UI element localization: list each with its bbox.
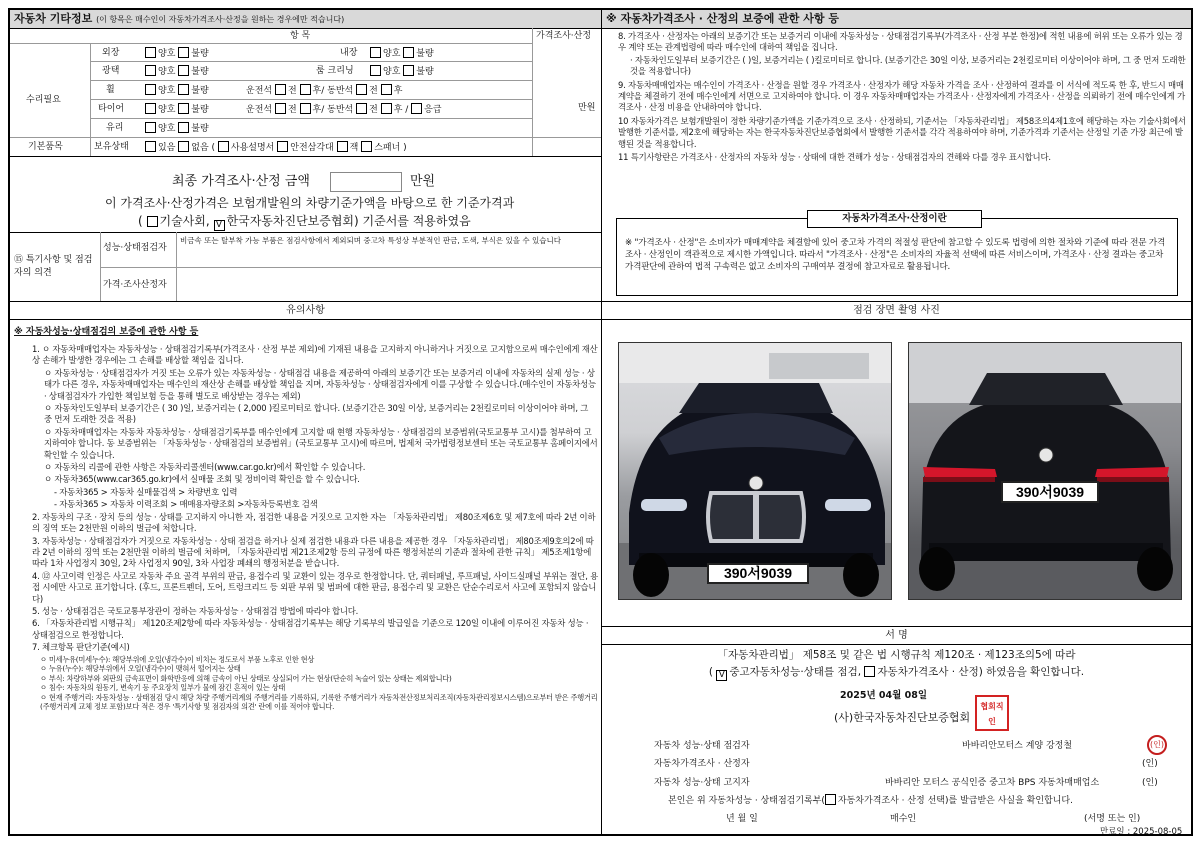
good-label: 양호 xyxy=(383,67,401,77)
criteria-item: ㅇ 누유(누수): 해당부위에서 오일(냉각수)이 맺혀서 떨어지는 상태 xyxy=(40,664,241,674)
price-definition-box xyxy=(616,218,1178,296)
price-unit: 만원 xyxy=(578,103,596,113)
performance-check-label: 중고자동차성능·상태를 점검, xyxy=(729,666,862,678)
criteria-item: ㅇ 현재 주행거리: 자동차성능 · 상태점검 당시 해당 차량 주행거리계의 주행거리를 기록하되, 기록한 주행거리가 자동차전산정보처리조직(자동차관리정보시스템)으로부터 받은 주행거리(주행거리계 교체 정보 포함)보다 적은 경우 '특기사항 및 점검자의 의견' 란에 이를 적어야 합니다. xyxy=(40,692,598,712)
have-label: 있음 xyxy=(158,143,176,153)
checkbox[interactable] xyxy=(403,65,414,76)
precaution-item: 6. 「자동차관리법 시행규칙」 제120조제2항에 따라 자동차성능 · 상태점검기록부는 해당 기록부의 발급일을 기준으로 120일 이내에 이루어진 자동차 성능 · 상태점검으로 한정합니다. xyxy=(32,618,589,640)
bad-label: 불량 xyxy=(416,67,434,77)
checkbox[interactable] xyxy=(361,141,372,152)
bmw-front-image xyxy=(619,343,892,600)
checkbox[interactable] xyxy=(337,141,348,152)
association-name: (사)한국자동차진단보증협회 xyxy=(834,711,971,724)
grid-line xyxy=(10,28,602,29)
rear-label: 후 / xyxy=(393,105,409,115)
criteria-item: ㅇ 침수: 자동차의 원동기, 변속기 등 주요장치 일부가 물에 잠긴 흔적이 있는 상태 xyxy=(40,683,286,693)
guarantee-item-9: 9. 자동차매매업자는 매수인이 가격조사 · 산정을 원할 경우 가격조사 · 산정자가 해당 자동차 가격을 조사 · 산정하여 결과를 이 서식에 적도록 한 후, 반드시 매매계약을 체결하기 전에 매수인에게 서면으로 고지하여야 합니다. 이 경우 자동차매매업자는 가격조사 · 산정자에게 가격조사 · 산정을 의뢰하기 전에 매수인에게 가격조사 · 산정 비용을 안내하여야 합니다. xyxy=(618,79,1186,113)
final-price-unit: 만원 xyxy=(410,174,436,189)
precaution-item: ㅇ 자동차매매업자는 자동차 자동차성능 · 상태점검기록부를 매수인에게 고지할 때 현행 자동차성능 · 상태점검의 보증범위(국토교통부 고시)를 첨부하여 고지하여야 합니다. 동 보증범위는 「자동차성능 · 상태점검의 보증범위」(국토교통부 고시)에 따르며, 법제처 국가법령정보센터 또는 국토교통부 홈페이지에서 확인할 수 있습니다. xyxy=(44,426,598,460)
inspector-name: 바바리안모터스 계양 강정철 xyxy=(962,741,1073,751)
buyer-sign-blank[interactable]: (서명 또는 인) xyxy=(1084,814,1141,824)
buyer-date-blank: 년 월 일 xyxy=(726,814,758,824)
vehicle-other-info-header xyxy=(10,10,601,29)
grid-line xyxy=(100,232,101,302)
checkbox[interactable] xyxy=(178,47,189,58)
precaution-item: ㅇ 자동차365(www.car365.go.kr)에서 실매물 조회 및 정비이력 확인을 할 수 있습니다. xyxy=(44,474,360,485)
bad-label: 불량 xyxy=(191,67,209,77)
inspector-seal: (인) xyxy=(1147,735,1167,755)
precaution-item: 2. 자동차의 구조 · 장치 등의 성능 · 상태를 고지하지 아니한 자, 점검한 내용을 거짓으로 고지한 자는 「자동차관리법」 제80조제6호 및 제7호에 따라 2년 이하의 징역 또는 2천만원 이하의 벌금에 처합니다. xyxy=(32,511,596,534)
precaution-item: 4. ⑫ 사고이력 인정은 사고로 자동차 주요 골격 부위의 판금, 용접수리 및 교환이 있는 경우로 한정합니다. 단, 쿼터패널, 루프패널, 사이드실패널 부위는 절단, 용접 시에만 사고로 표기합니다. (후드, 프론트펜더, 도어, 트렁크리드 등 외판 부위 및 범퍼에 대한 판금, 용접수리 및 교환은 단순수리로서 사고에 포함되지 않습니다) xyxy=(32,570,599,604)
buyer-label: 매수인 xyxy=(890,814,917,824)
photos-section xyxy=(602,302,1191,627)
section-note: (이 항목은 매수인이 자동차가격조사·산정을 원하는 경우에만 적습니다) xyxy=(96,15,345,24)
checkbox[interactable] xyxy=(864,666,875,677)
checkbox[interactable] xyxy=(147,216,158,227)
checkbox[interactable] xyxy=(145,141,156,152)
good-label: 양호 xyxy=(158,124,176,134)
basic-items-label: 기본품목 xyxy=(28,142,63,152)
rear-plate: 390서9039 xyxy=(1001,481,1099,503)
checkbox[interactable] xyxy=(825,794,836,805)
passenger-seat-label: / 동반석 xyxy=(321,86,354,96)
grid-line xyxy=(90,61,532,62)
glass-label: 유리 xyxy=(106,123,124,133)
photos-header: 점검 장면 촬영 사진 xyxy=(602,302,1191,320)
appraiser-role: 자동차가격조사 · 산정자 xyxy=(654,759,750,769)
front-label: 전 xyxy=(369,105,378,115)
precaution-item: - 자동차365 > 자동차 실매물검색 > 차량번호 입력 xyxy=(54,486,238,497)
precaution-item: 3. 자동차성능 · 상태점검자가 거짓으로 자동차성능 · 상태 점검을 하거나 실제 점검한 내용과 다른 내용을 제공한 경우 「자동차관리법」 제80조제9호의2에 따라 2년 이하의 징역 또는 2천만원 이하의 벌금에 처하며, 「자동차관리법 제21조제2항 등의 규정에 따른 행정처분의 기준과 절차에 관한 규칙」 제5조제1항에 따라 1차 사업정지 30일, 2차 사업정지 90일, 3차 사업장 폐쇄의 행정처분을 받습니다. xyxy=(32,535,594,569)
driver-seat-label: 운전석 xyxy=(246,86,273,96)
inspector-note: 비금속 또는 탈부착 가능 부품은 점검사항에서 제외되며 중고차 특성상 부분적인 판금, 도색, 부식은 있을 수 있습니다 xyxy=(180,236,562,245)
checkbox[interactable] xyxy=(300,84,311,95)
final-price-input[interactable] xyxy=(330,172,402,192)
checkbox[interactable] xyxy=(145,122,156,133)
good-label: 양호 xyxy=(158,67,176,77)
basis-line-1: 이 가격조사·산정가격은 보험개발원의 차량기준가액을 바탕으로 한 기준가격과 xyxy=(105,196,515,210)
precaution-item: 1. ㅇ 자동차매매업자는 자동차성능 · 상태점검기록부(가격조사 · 산정 부분 제외)에 기재된 내용을 고지하지 아니하거나 거짓으로 고지함으로써 매수인에게 재산상 손해가 발생한 경우에는 그 손해를 배상할 책임을 집니다. xyxy=(32,344,598,366)
bad-label: 불량 xyxy=(191,49,209,59)
front-plate: 390서9039 xyxy=(707,563,809,584)
signature-section: 서 명 「자동차관리법」 제58조 및 같은 법 시행규칙 제120조 · 제123조의5에 따라 ( V 중고자동차성능·상태를 점검, 자동차가격조사 · 산정) 하였음을 확인합니다. 2025년 04월 08일 (사)한국자동차진단보증협회 협회직인 자동차 성능·상태 점검자 바바리안모터스 계양 강정철 (인) 자동차가격조사 · 산정자 (인) 자동차 성능·상태 고지자 바바리안 모터스 공식인증 중고차 BPS 자동차매매업소 (인) 본인은 위 자동차성능 · 상태점검기록부( 자동차가격조사 · 산정 선택)를 발급받은 사실을 확인합니다. 년 월 일 매수인 (서명 또는 인) 만료일 : 2025-08-05 xyxy=(602,627,1191,834)
precautions-section xyxy=(10,302,602,834)
wheel-label: 휠 xyxy=(106,85,115,95)
grid-line xyxy=(90,99,532,100)
checkbox[interactable] xyxy=(356,84,367,95)
special-notes-label: ⑮ 특기사항 및 점검자의 의견 xyxy=(14,255,93,278)
price-check-label: 자동차가격조사 · 산정) 하였음을 확인합니다. xyxy=(877,666,1085,678)
price-definition-text: ※ "가격조사 · 산정"은 소비자가 매매계약을 체결함에 있어 중고차 가격의 적절성 판단에 참고할 수 있도록 법령에 의한 절차와 기준에 따라 전문 가격조사 · 산정인이 객관적으로 제시한 가액입니다. 따라서 "가격조사 · 산정"은 소비자의 자율적 선택에 따른 서비스이며, 가격조사 · 산정 결과는 중고차 가격판단에 관하여 법적 구속력은 없고 소비자의 구매여부 결정에 참고자료로 활용됩니다. xyxy=(625,238,1166,272)
bad-label: 불량 xyxy=(191,124,209,134)
column-price-header: 가격조사·산정 xyxy=(536,31,592,41)
guarantee-item-11: 11 특기사항란은 가격조사 · 산정자의 자동차 성능 · 상태에 대한 견해가 성능 · 상태점검자의 견해와 다를 경우 표시합니다. xyxy=(618,152,1051,163)
grid-line xyxy=(10,156,602,157)
price-guarantee-header: ※ 자동차가격조사 · 산정의 보증에 관한 사항 등 xyxy=(602,10,1191,29)
price-guarantee-section xyxy=(602,10,1191,302)
criteria-item: ㅇ 부식: 차량하부와 외판의 금속표면이 화학반응에 의해 금속이 아닌 상태로 상실되어 가는 현상(단순히 녹슬어 있는 상태는 제외합니다) xyxy=(40,673,452,683)
rear-car-photo xyxy=(908,342,1182,600)
front-label: 전 xyxy=(369,86,378,96)
interior-label: 내장 xyxy=(340,48,358,58)
appraiser-label: 가격·조사산정자 xyxy=(103,280,167,290)
front-label: 전 xyxy=(287,105,297,115)
column-item-header: 항 목 xyxy=(290,31,311,41)
expiry-date: 만료일 : 2025-08-05 xyxy=(1100,827,1183,834)
grid-line xyxy=(10,232,602,233)
front-car-photo xyxy=(618,342,892,600)
section-title: 자동차 기타정보 xyxy=(14,12,93,25)
grid-line xyxy=(10,137,602,138)
grid-line xyxy=(90,43,91,156)
checkbox[interactable] xyxy=(178,103,189,114)
checkbox[interactable] xyxy=(370,65,381,76)
checkbox[interactable] xyxy=(145,84,156,95)
notifier-name: 바바리안 모터스 공식인증 중고차 BPS 자동차매매업소 xyxy=(885,778,1100,788)
notifier-role: 자동차 성능·상태 고지자 xyxy=(654,778,750,788)
checkbox[interactable] xyxy=(381,103,392,114)
signature-header: 서 명 xyxy=(602,627,1191,645)
bad-label: 불량 xyxy=(416,49,434,59)
tire-label: 타이어 xyxy=(98,104,125,114)
rear-label: 후 xyxy=(312,86,322,96)
precaution-item: ㅇ 자동차의 리콜에 관한 사항은 자동차리콜센터(www.car.go.kr)에서 확인할 수 있습니다. xyxy=(44,462,366,473)
guarantee-item-8: 8. 가격조사 · 산정자는 아래의 보증기간 또는 보증거리 이내에 자동차성능 · 상태점검기록부(가격조사 · 산정 부분 한정)에 적힌 내용에 허위 또는 오류가 있는 경우 계약 또는 관계법령에 따라 매수인에 대하여 책임을 집니다. xyxy=(618,31,1183,53)
precautions-header: 유의사항 xyxy=(10,302,601,320)
checkbox-checked[interactable]: V xyxy=(716,670,727,681)
precaution-item: ㅇ 자동차성능 · 상태점검자가 거짓 또는 오류가 있는 자동차성능 · 상태점검 내용을 제공하여 아래의 보증기간 또는 보증거리 이내에 자동차의 실제 성능 · 상태가 다른 경우, 자동차매매업자는 매수인의 재산상 손해를 배상할 책임을 지며, 자동차성능 · 상태점검자에게 이를 구상할 수 있습니다.(매수인이 자동차성능 · 상태점검자가 가입한 책임보험 등을 통해 별도로 배상받는 경우는 제외) xyxy=(44,367,596,401)
association-seal-stamp: 협회직인 xyxy=(975,695,1009,731)
grid-line xyxy=(90,80,532,81)
rear-label: 후 xyxy=(312,105,322,115)
good-label: 양호 xyxy=(383,49,401,59)
passenger-seat-label: / 동반석 xyxy=(321,105,354,115)
bmw-rear-image xyxy=(909,343,1182,600)
gloss-label: 광택 xyxy=(102,66,120,76)
buyer-confirm-text: 본인은 위 자동차성능 · 상태점검기록부( xyxy=(668,796,825,806)
checkbox[interactable] xyxy=(275,84,286,95)
good-label: 양호 xyxy=(158,86,176,96)
guarantee-period: · 자동차인도일부터 보증기간은 ( )일, 보증거리는 ( )킬로미터로 합니다. (보증기간은 30일 이상, 보증거리는 2천킬로미터 이상이어야 하며, 그 중 먼저 도래한 것을 적용합니다) xyxy=(630,54,1186,77)
vehicle-other-info-section: 자동차 기타정보 (이 항목은 매수인이 자동차가격조사·산정을 원하는 경우에만 적습니다) 항 목 가격조사·산정 수리필요 기본품목 만원 외장 양호 불량 내장 양호 불량 광택 양호 불량 룸 크리닝 양호 불량 휠 양호 불량 운전석 전 후/ 동반석 전 후 타이어 양호 불량 운전석 전 후/ 동반석 전 후 / 응급 유리 양호 불량 보유상태 있음 없음 ( 사용설명서 안전삼각대 잭 스패너 ) 최종 가격조사·산정 금액 만원 이 가격조사·산정가격은 보험개발원의 차량기준가액을 바탕으로 한 기준가격과 ( 기술사회, V 한국자동차진단보증협회) 기준서를 적용하였음 ⑮ 특기사항 및 점검자의 의견 성능·상태점검자 비금속 또는 탈부착 가능 부품은 점검사항에서 제외되며 중고차 특성상 부분적인 판금, 도색, 부식은 있을 수 있습니다 가격·조사산정자 xyxy=(10,10,602,302)
grid-line xyxy=(532,28,533,156)
triangle-label: 안전삼각대 xyxy=(290,143,334,153)
checkbox[interactable] xyxy=(300,103,311,114)
checkbox[interactable] xyxy=(178,84,189,95)
appraiser-seal: (인) xyxy=(1142,759,1158,769)
precaution-item: ㅇ 자동차인도일부터 보증기간은 ( 30 )일, 보증거리는 ( 2,000 )킬로미터로 합니다. (보증기간은 30일 이상, 보증거리는 2천킬로미터 이상이어야 하며, 그 중 먼저 도래한 것을 적용) xyxy=(44,403,589,425)
rear-label: 후 xyxy=(393,86,403,96)
checkbox[interactable] xyxy=(178,65,189,76)
spanner-label: 스패너 ) xyxy=(374,143,407,153)
precaution-item: - 자동차365 > 자동차 이력조회 > 매매용자량조회 >자동차등록번호 검색 xyxy=(54,499,318,510)
emergency-tire-label: 응급 xyxy=(424,105,442,115)
notifier-seal: (인) xyxy=(1142,778,1158,788)
precaution-item: 7. 체크항목 판단기준(예시) xyxy=(32,642,130,653)
repair-needed-label: 수리필요 xyxy=(26,95,61,105)
document-frame xyxy=(8,8,1193,836)
guarantee-item-10: 10 자동차가격은 보험개발원이 정한 차량기준가액을 기준가격으로 조사 · 산정하되, 기준서는 「자동차관리법」 제58조의4제1호에 해당하는 자는 기술사회에서 발행한 기준서를, 제2호에 해당하는 자는 한국자동차진단보증협회에서 발행한 기준서를 각각 적용하여야 하며, 기준가격과 기준서는 산정일 기준 가장 최근에 발행된 것을 적용합니다. xyxy=(618,115,1186,149)
signature-law-line: 「자동차관리법」 제58조 및 같은 법 시행규칙 제120조 · 제123조의5에 따라 xyxy=(717,649,1076,661)
checkbox[interactable] xyxy=(356,103,367,114)
grid-line xyxy=(176,232,177,302)
grid-line xyxy=(10,43,532,44)
criteria-item: ㅇ 미세누유(미세누수): 해당부위에 오일(냉각수)이 비치는 정도로서 부품 노후로 인한 현상 xyxy=(40,654,315,664)
basis-engineer-label: 기술사회, xyxy=(159,214,210,228)
none-label: 없음 xyxy=(191,143,209,153)
precaution-item: 5. 성능 · 상태점검은 국토교통부장관이 정하는 자동차성능 · 상태점검 방법에 따라야 합니다. xyxy=(32,605,359,616)
signature-date: 2025년 04월 08일 xyxy=(840,690,928,701)
checkbox[interactable] xyxy=(370,47,381,58)
checkbox[interactable] xyxy=(145,103,156,114)
checkbox[interactable] xyxy=(178,122,189,133)
exterior-label: 외장 xyxy=(102,48,120,58)
inspector-role: 자동차 성능·상태 점검자 xyxy=(654,741,750,751)
checkbox-checked[interactable]: V xyxy=(214,220,225,231)
buyer-confirm-text-2: 자동차가격조사 · 산정 선택)를 발급받은 사실을 확인합니다. xyxy=(837,796,1073,806)
checkbox[interactable] xyxy=(403,47,414,58)
good-label: 양호 xyxy=(158,49,176,59)
precautions-title: ※ 자동차성능·상태점검의 보증에 관한 사항 등 xyxy=(14,327,199,337)
jack-label: 잭 xyxy=(349,143,359,153)
possession-label: 보유상태 xyxy=(94,142,129,152)
manual-label: 사용설명서 xyxy=(230,143,275,153)
checkbox[interactable] xyxy=(411,103,422,114)
driver-seat-label: 운전석 xyxy=(246,105,273,115)
price-definition-title: 자동차가격조사·산정이란 xyxy=(807,210,982,228)
checkbox[interactable] xyxy=(275,103,286,114)
checkbox[interactable] xyxy=(218,141,229,152)
checkbox[interactable] xyxy=(381,84,392,95)
bad-label: 불량 xyxy=(191,86,209,96)
basis-association-label: 한국자동차진단보증협회) 기준서를 적용하였음 xyxy=(226,214,471,228)
room-cleaning-label: 룸 크리닝 xyxy=(316,66,354,76)
checkbox[interactable] xyxy=(145,65,156,76)
bad-label: 불량 xyxy=(191,105,209,115)
front-label: 전 xyxy=(287,86,297,96)
checkbox[interactable] xyxy=(277,141,288,152)
grid-line xyxy=(90,118,532,119)
good-label: 양호 xyxy=(158,105,176,115)
checkbox[interactable] xyxy=(145,47,156,58)
final-price-label: 최종 가격조사·산정 금액 xyxy=(172,174,310,189)
checkbox[interactable] xyxy=(178,141,189,152)
inspector-label: 성능·상태점검자 xyxy=(103,243,167,253)
